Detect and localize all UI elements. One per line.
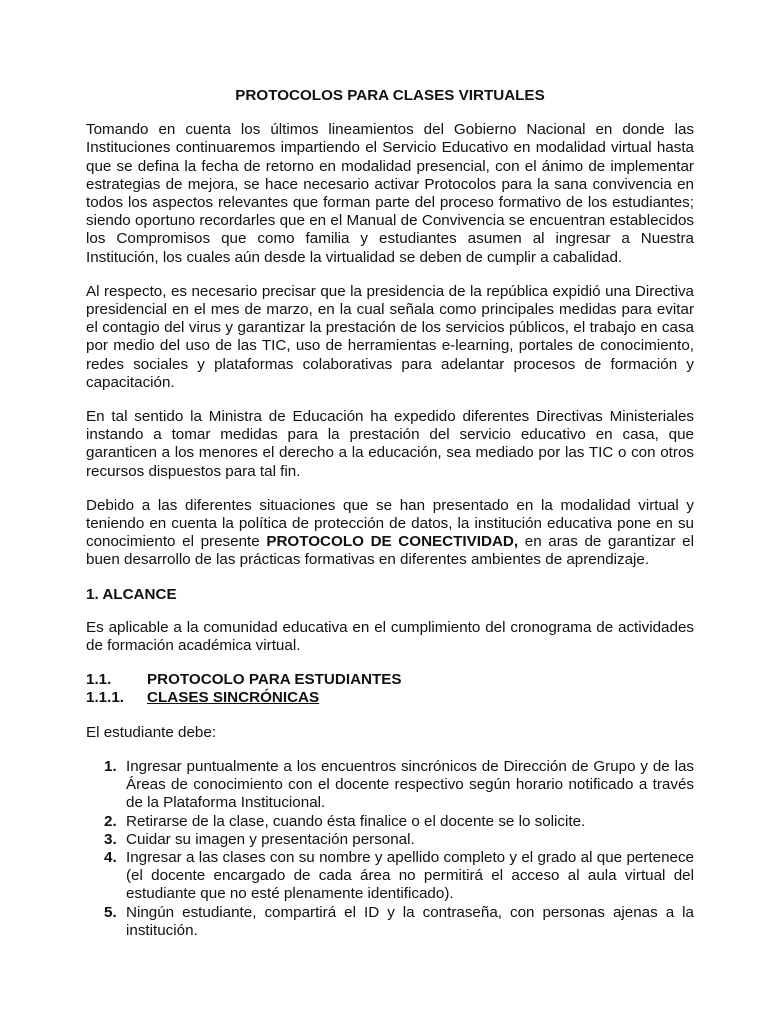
section-number: 1.1.1. xyxy=(86,689,124,707)
list-item xyxy=(86,813,694,831)
section-title: PROTOCOLO PARA ESTUDIANTES xyxy=(147,671,402,689)
list-item xyxy=(86,758,694,813)
list-item-text: Retirarse de la clase, cuando ésta finalice o el docente se lo solicite. xyxy=(126,812,586,830)
paragraph-protocolo-after: en aras de garantizar el buen desarrollo de las prácticas formativas en diferentes ambientes de aprendizaje. xyxy=(86,533,694,569)
list-item-text: Ningún estudiante, compartirá el ID y la contraseña, con personas ajenas a la institución. xyxy=(126,903,694,939)
list-item xyxy=(86,904,694,940)
section-alcance-text: Es aplicable a la comunidad educativa en el cumplimiento del cronograma de actividades de formación académica virtual. xyxy=(86,618,694,655)
paragraph-directiva: Al respecto, es necesario precisar que la presidencia de la república expidió una Directiva presidencial en el mes de marzo, en la cual señala como principales medidas para evitar el contagio del virus y garantizar la prestación de los servicios públicos, el trabajo en casa por medio del uso de las TIC, uso de herramientas e-learning, portales de conocimiento, redes sociales y plataformas colaborativas para adelantar procesos de formación y capacitación. xyxy=(86,282,694,391)
list-item-number: 2. xyxy=(104,812,117,830)
section-protocolo-estudiantes-heading xyxy=(86,671,694,689)
list-item xyxy=(86,849,694,904)
document-page xyxy=(86,87,694,940)
section-number: 1.1. xyxy=(86,671,112,689)
list-item-text: Ingresar a las clases con su nombre y apellido completo y el grado al que pertenece (el docente encargado de cada área no permitirá el acceso al aula virtual del estudiante que no esté plenamente identificado). xyxy=(126,848,694,903)
list-item-number: 1. xyxy=(104,757,117,775)
section-alcance-heading: 1. ALCANCE xyxy=(86,585,177,603)
list-item-number: 5. xyxy=(104,903,117,921)
document-title: PROTOCOLOS PARA CLASES VIRTUALES xyxy=(235,87,545,104)
paragraph-intro: Tomando en cuenta los últimos lineamientos del Gobierno Nacional en donde las Instituciones continuaremos impartiendo el Servicio Educativo en modalidad virtual hasta que se defina la fecha de retorno en modalidad presencial, con el ánimo de implementar estrategias de mejora, se hace necesario activar Protocolos para la sana convivencia en todos los aspectos relevantes que forman parte del proceso formativo de los estudiantes; siendo oportuno recordarles que en el Manual de Convivencia se encuentran establecidos los Compromisos que como familia y estudiantes asumen al ingresar a Nuestra Institución, los cuales aún desde la virtualidad se deben de cumplir a cabalidad. xyxy=(86,121,694,266)
list-item xyxy=(86,831,694,849)
paragraph-protocolo-before: Debido a las diferentes situaciones que se han presentado en la modalidad virtual y teniendo en cuenta la política de protección de datos, la institución educativa pone en su conocimiento el presente xyxy=(86,496,694,551)
list-item-number: 3. xyxy=(104,830,117,848)
section-clases-sincronicas-heading xyxy=(86,689,694,707)
section-title: CLASES SINCRÓNICAS xyxy=(147,689,320,707)
list-item-text: Ingresar puntualmente a los encuentros sincrónicos de Dirección de Grupo y de las Áreas de conocimiento con el docente respectivo según horario notificado a través de la Plataforma Institucional. xyxy=(126,757,694,812)
list-item-text: Cuidar su imagen y presentación personal. xyxy=(126,830,415,848)
rules-list xyxy=(86,758,694,940)
rules-intro: El estudiante debe: xyxy=(86,723,217,741)
paragraph-ministerio: En tal sentido la Ministra de Educación ha expedido diferentes Directivas Ministeriales instando a tomar medidas para la prestación del servicio educativo en casa, que garanticen a los menores el derecho a la educación, sea mediado por las TIC o con otros recursos dispuestos para tal fin. xyxy=(86,408,694,480)
protocolo-conectividad-bold: PROTOCOLO DE CONECTIVIDAD, xyxy=(266,533,519,551)
list-item-number: 4. xyxy=(104,848,117,866)
paragraph-protocolo xyxy=(86,497,694,570)
